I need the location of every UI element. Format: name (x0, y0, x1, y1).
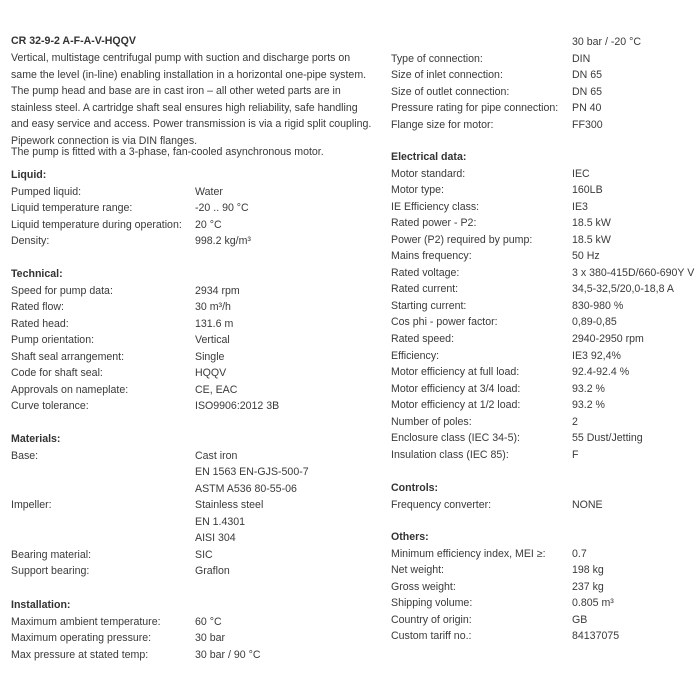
spec-label: Rated speed: (391, 333, 455, 346)
spec-label: Curve tolerance: (11, 400, 89, 413)
material-base-line: ASTM A536 80-55-06 (195, 482, 297, 495)
technical-section (11, 266, 379, 415)
spec-label: Pumped liquid: (11, 185, 82, 198)
spec-value: 30 bar (195, 632, 226, 645)
spec-label: Flange size for motor: (391, 118, 494, 131)
spec-row (391, 497, 700, 514)
spec-value: 2 (572, 415, 578, 428)
spec-row (391, 314, 700, 331)
spec-value: SIC (195, 548, 213, 561)
spec-value: 93.2 % (572, 399, 605, 412)
spec-value: 50 Hz (572, 250, 600, 263)
spec-row (391, 414, 700, 431)
spec-row (11, 349, 379, 366)
spec-value: DIN (572, 52, 591, 65)
materials-heading: Materials: (11, 433, 61, 445)
material-impeller-row (11, 497, 379, 545)
spec-label: Mains frequency: (391, 250, 472, 263)
spec-value: FF300 (572, 118, 603, 131)
material-impeller-line: AISI 304 (195, 532, 236, 545)
spec-value: NONE (572, 498, 603, 511)
spec-label: Motor efficiency at full load: (391, 366, 520, 379)
spec-label: Enclosure class (IEC 34-5): (391, 432, 520, 445)
spec-label: Number of poles: (391, 415, 472, 428)
spec-label: Motor standard: (391, 167, 466, 180)
spec-row (11, 647, 379, 664)
others-section (391, 529, 700, 645)
spec-value: IE3 (572, 200, 588, 213)
product-title: CR 32-9-2 A-F-A-V-HQQV (11, 35, 136, 47)
spec-row (391, 281, 700, 298)
spec-value: DN 65 (572, 69, 603, 82)
spec-value: IEC (572, 167, 590, 180)
spec-row (391, 248, 700, 265)
spec-label: Support bearing: (11, 565, 90, 578)
spec-label: Rated current: (391, 283, 459, 296)
spec-row (391, 117, 700, 134)
spec-label: Max pressure at stated temp: (11, 648, 149, 661)
spec-value: 160LB (572, 184, 603, 197)
spec-row (391, 298, 700, 315)
material-impeller-line: Stainless steel (195, 499, 264, 512)
spec-label: Efficiency: (391, 349, 440, 362)
spec-value: 998.2 kg/m³ (195, 235, 251, 248)
spec-row (11, 200, 379, 217)
connection-section (391, 34, 700, 133)
spec-value: F (572, 448, 579, 461)
spec-value: GB (572, 613, 588, 626)
spec-label: Country of origin: (391, 613, 472, 626)
spec-value: -20 .. 90 °C (195, 202, 249, 215)
spec-value: 198 kg (572, 564, 604, 577)
controls-heading: Controls: (391, 482, 439, 494)
spec-value: Single (195, 350, 225, 363)
spec-label: Cos phi - power factor: (391, 316, 498, 329)
motor-note: The pump is fitted with a 3-phase, fan-cooled asynchronous motor. (11, 146, 324, 158)
spec-row (391, 51, 700, 68)
spec-label: Approvals on nameplate: (11, 383, 129, 396)
spec-label: Maximum ambient temperature: (11, 615, 161, 628)
spec-label: Power (P2) required by pump: (391, 233, 533, 246)
spec-label: Size of outlet connection: (391, 85, 510, 98)
spec-label: Bearing material: (11, 548, 92, 561)
spec-row (391, 166, 700, 183)
spec-value: PN 40 (572, 102, 602, 115)
spec-row (391, 430, 700, 447)
spec-row (11, 299, 379, 316)
spec-row (11, 316, 379, 333)
spec-label: Frequency converter: (391, 498, 492, 511)
spec-value: 20 °C (195, 218, 222, 231)
spec-label: Insulation class (IEC 85): (391, 448, 509, 461)
spec-row (391, 579, 700, 596)
material-impeller-line: EN 1.4301 (195, 515, 246, 528)
spec-value: Vertical (195, 334, 230, 347)
spec-row (11, 547, 379, 564)
spec-value: 237 kg (572, 580, 604, 593)
material-base-line: EN 1563 EN-GJS-500-7 (195, 466, 309, 479)
others-heading: Others: (391, 531, 429, 543)
spec-label: Starting current: (391, 299, 467, 312)
spec-row (11, 614, 379, 631)
spec-row (391, 232, 700, 249)
spec-row (391, 348, 700, 365)
spec-row (391, 331, 700, 348)
spec-label: Gross weight: (391, 580, 456, 593)
spec-label: Code for shaft seal: (11, 367, 103, 380)
electrical-heading: Electrical data: (391, 151, 467, 163)
spec-label: Net weight: (391, 564, 444, 577)
spec-value: 60 °C (195, 615, 222, 628)
liquid-heading: Liquid: (11, 169, 47, 181)
spec-value: CE, EAC (195, 383, 238, 396)
spec-row (391, 84, 700, 101)
spec-label: Size of inlet connection: (391, 69, 503, 82)
spec-row (391, 628, 700, 645)
spec-row (391, 381, 700, 398)
spec-row (391, 562, 700, 579)
installation-section (11, 597, 379, 663)
spec-value: 55 Dust/Jetting (572, 432, 643, 445)
spec-row (11, 630, 379, 647)
spec-value: 34,5-32,5/20,0-18,8 A (572, 283, 674, 296)
material-impeller-label: Impeller: (11, 499, 52, 512)
spec-row (391, 397, 700, 414)
spec-value: 2940-2950 rpm (572, 333, 644, 346)
product-description: Vertical, multistage centrifugal pump with suction and discharge ports on same the level (in-line) enabling installation in a horizontal one-pipe system. The pump head and base are in cast iron – all other weted parts are in stainless steel. A cartridge shaft seal ensures high reliability, safe handling and easy service and access. Power transmission is via a rigid split coupling. Pipework connection is via DIN flanges. (11, 52, 372, 147)
spec-row (391, 100, 700, 117)
spec-value: 18.5 kW (572, 233, 611, 246)
spec-row (391, 215, 700, 232)
spec-value: 0,89-0,85 (572, 316, 617, 329)
spec-label: Type of connection: (391, 52, 483, 65)
spec-value: 3 x 380-415D/660-690Y V (572, 266, 695, 279)
spec-label: Motor efficiency at 1/2 load: (391, 399, 521, 412)
spec-label: Rated power - P2: (391, 217, 477, 230)
spec-row (391, 612, 700, 629)
spec-label: Rated voltage: (391, 266, 460, 279)
spec-value: 18.5 kW (572, 217, 611, 230)
spec-label: Pressure rating for pipe connection: (391, 102, 559, 115)
spec-row (391, 447, 700, 464)
spec-label: Pump orientation: (11, 334, 95, 347)
spec-row (391, 199, 700, 216)
spec-label: Motor type: (391, 184, 444, 197)
spec-value: 830-980 % (572, 299, 624, 312)
spec-label: Liquid temperature during operation: (11, 218, 182, 231)
spec-label: Shipping volume: (391, 597, 473, 610)
spec-row (11, 233, 379, 250)
spec-value: IE3 92,4% (572, 349, 621, 362)
spec-value: 30 m³/h (195, 301, 231, 314)
liquid-section (11, 167, 379, 250)
spec-row (391, 182, 700, 199)
spec-row (11, 382, 379, 399)
spec-label: Liquid temperature range: (11, 202, 133, 215)
spec-row (11, 563, 379, 580)
technical-heading: Technical: (11, 268, 63, 280)
spec-label: Motor efficiency at 3/4 load: (391, 382, 521, 395)
material-base-values (195, 448, 309, 498)
spec-row (11, 283, 379, 300)
material-base-row (11, 448, 379, 495)
spec-label: Rated head: (11, 317, 69, 330)
spec-value: 84137075 (572, 630, 620, 643)
material-base-line: Cast iron (195, 449, 238, 462)
spec-row (11, 184, 379, 201)
spec-value: 30 bar / 90 °C (195, 648, 261, 661)
spec-label: Maximum operating pressure: (11, 632, 152, 645)
spec-value: 92.4-92.4 % (572, 366, 630, 379)
spec-value: 0.7 (572, 547, 587, 560)
spec-row (391, 364, 700, 381)
spec-row (391, 546, 700, 563)
continued-value: 30 bar / -20 °C (572, 36, 642, 48)
spec-row (11, 217, 379, 234)
electrical-section (391, 149, 700, 463)
material-base-label: Base: (11, 449, 39, 462)
spec-label: Shaft seal arrangement: (11, 350, 125, 363)
spec-row (391, 67, 700, 84)
materials-section (11, 431, 379, 580)
spec-label: Speed for pump data: (11, 284, 113, 297)
spec-value: DN 65 (572, 85, 603, 98)
spec-row (391, 595, 700, 612)
spec-row (11, 365, 379, 382)
material-impeller-values (195, 497, 263, 547)
spec-value: ISO9906:2012 3B (195, 400, 280, 413)
continued-value-row (391, 34, 700, 51)
spec-value: Water (195, 185, 223, 198)
spec-value: 0.805 m³ (572, 597, 614, 610)
spec-label: Minimum efficiency index, MEI ≥: (391, 547, 546, 560)
spec-row (11, 398, 379, 415)
spec-value: Graflon (195, 565, 230, 578)
spec-label: IE Efficiency class: (391, 200, 480, 213)
spec-row (391, 265, 700, 282)
spec-label: Custom tariff no.: (391, 630, 472, 643)
spec-value: 2934 rpm (195, 284, 240, 297)
spec-row (11, 332, 379, 349)
installation-heading: Installation: (11, 599, 71, 611)
controls-section (391, 480, 700, 513)
spec-value: 93.2 % (572, 382, 605, 395)
spec-value: 131.6 m (195, 317, 234, 330)
spec-label: Density: (11, 235, 50, 248)
spec-value: HQQV (195, 367, 227, 380)
spec-label: Rated flow: (11, 301, 64, 314)
